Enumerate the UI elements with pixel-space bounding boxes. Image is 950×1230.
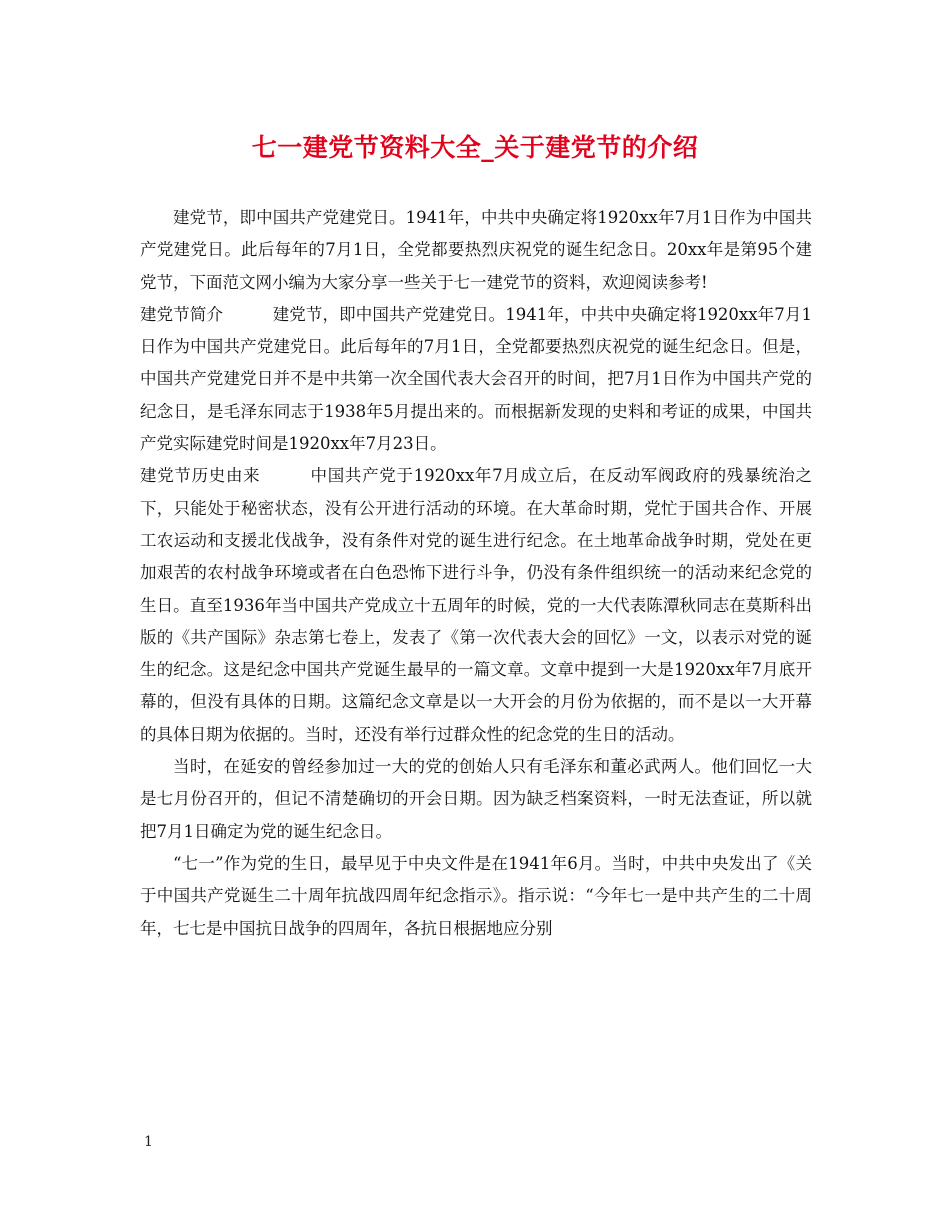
document-body xyxy=(140,202,812,945)
section-text-introduction: 建党节，即中国共产党建党日。1941年，中共中央确定将1920xx年7月1日作为中国共产党建党日。此后每年的7月1日，全党都要热烈庆祝党的诞生纪念日。但是，中国共产党建党日并不是中共第一次全国代表大会召开的时间，把7月1日作为中国共产党的纪念日，是毛泽东同志于1938年5月提出来的。而根据新发现的史料和考证的成果，中国共产党实际建党时间是1920xx年7月23日。 xyxy=(140,304,812,454)
intro-paragraph: 建党节，即中国共产党建党日。1941年，中共中央确定将1920xx年7月1日作为中国共产党建党日。此后每年的7月1日，全党都要热烈庆祝党的诞生纪念日。20xx年是第95个建党节，下面范文网小编为大家分享一些关于七一建党节的资料，欢迎阅读参考! xyxy=(140,208,812,292)
section-heading-history: 建党节历史由来 xyxy=(140,466,261,486)
section-heading-introduction: 建党节简介 xyxy=(140,304,224,324)
section-text-history: 中国共产党于1920xx年7月成立后，在反动军阀政府的残暴统治之下，只能处于秘密状态，没有公开进行活动的环境。在大革命时期，党忙于国共合作、开展工农运动和支援北伐战争，没有条件对党的诞生进行纪念。在土地革命战争时期，党处在更加艰苦的农村战争环境或者在白色恐怖下进行斗争，仍没有条件组织统一的活动来纪念党的生日。直至1936年当中国共产党成立十五周年的时候，党的一大代表陈潭秋同志在莫斯科出版的《共产国际》杂志第七卷上，发表了《第一次代表大会的回忆》一文，以表示对党的诞生的纪念。这是纪念中国共产党诞生最早的一篇文章。文章中提到一大是1920xx年7月底开幕的，但没有具体的日期。这篇纪念文章是以一大开会的月份为依据的，而不是以一大开幕的具体日期为依据的。当时，还没有举行过群众性的纪念党的生日的活动。 xyxy=(140,466,813,744)
section-introduction xyxy=(140,299,812,460)
section-history xyxy=(140,460,812,751)
page-number: 1 xyxy=(144,1134,153,1150)
body-paragraph-yanan: 当时，在延安的曾经参加过一大的党的创始人只有毛泽东和董必武两人。他们回忆一大是七月份召开的，但记不清楚确切的开会日期。因为缺乏档案资料，一时无法查证，所以就把7月1日确定为党的诞生纪念日。 xyxy=(140,757,812,841)
body-paragraph-july-first: “七一”作为党的生日，最早见于中央文件是在1941年6月。当时，中共中央发出了《关于中国共产党诞生二十周年抗战四周年纪念指示》。指示说：“今年七一是中共产生的二十周年，七七是中国抗日战争的四周年，各抗日根据地应分别 xyxy=(140,853,812,938)
document-title: 七一建党节资料大全_关于建党节的介绍 xyxy=(251,133,699,162)
